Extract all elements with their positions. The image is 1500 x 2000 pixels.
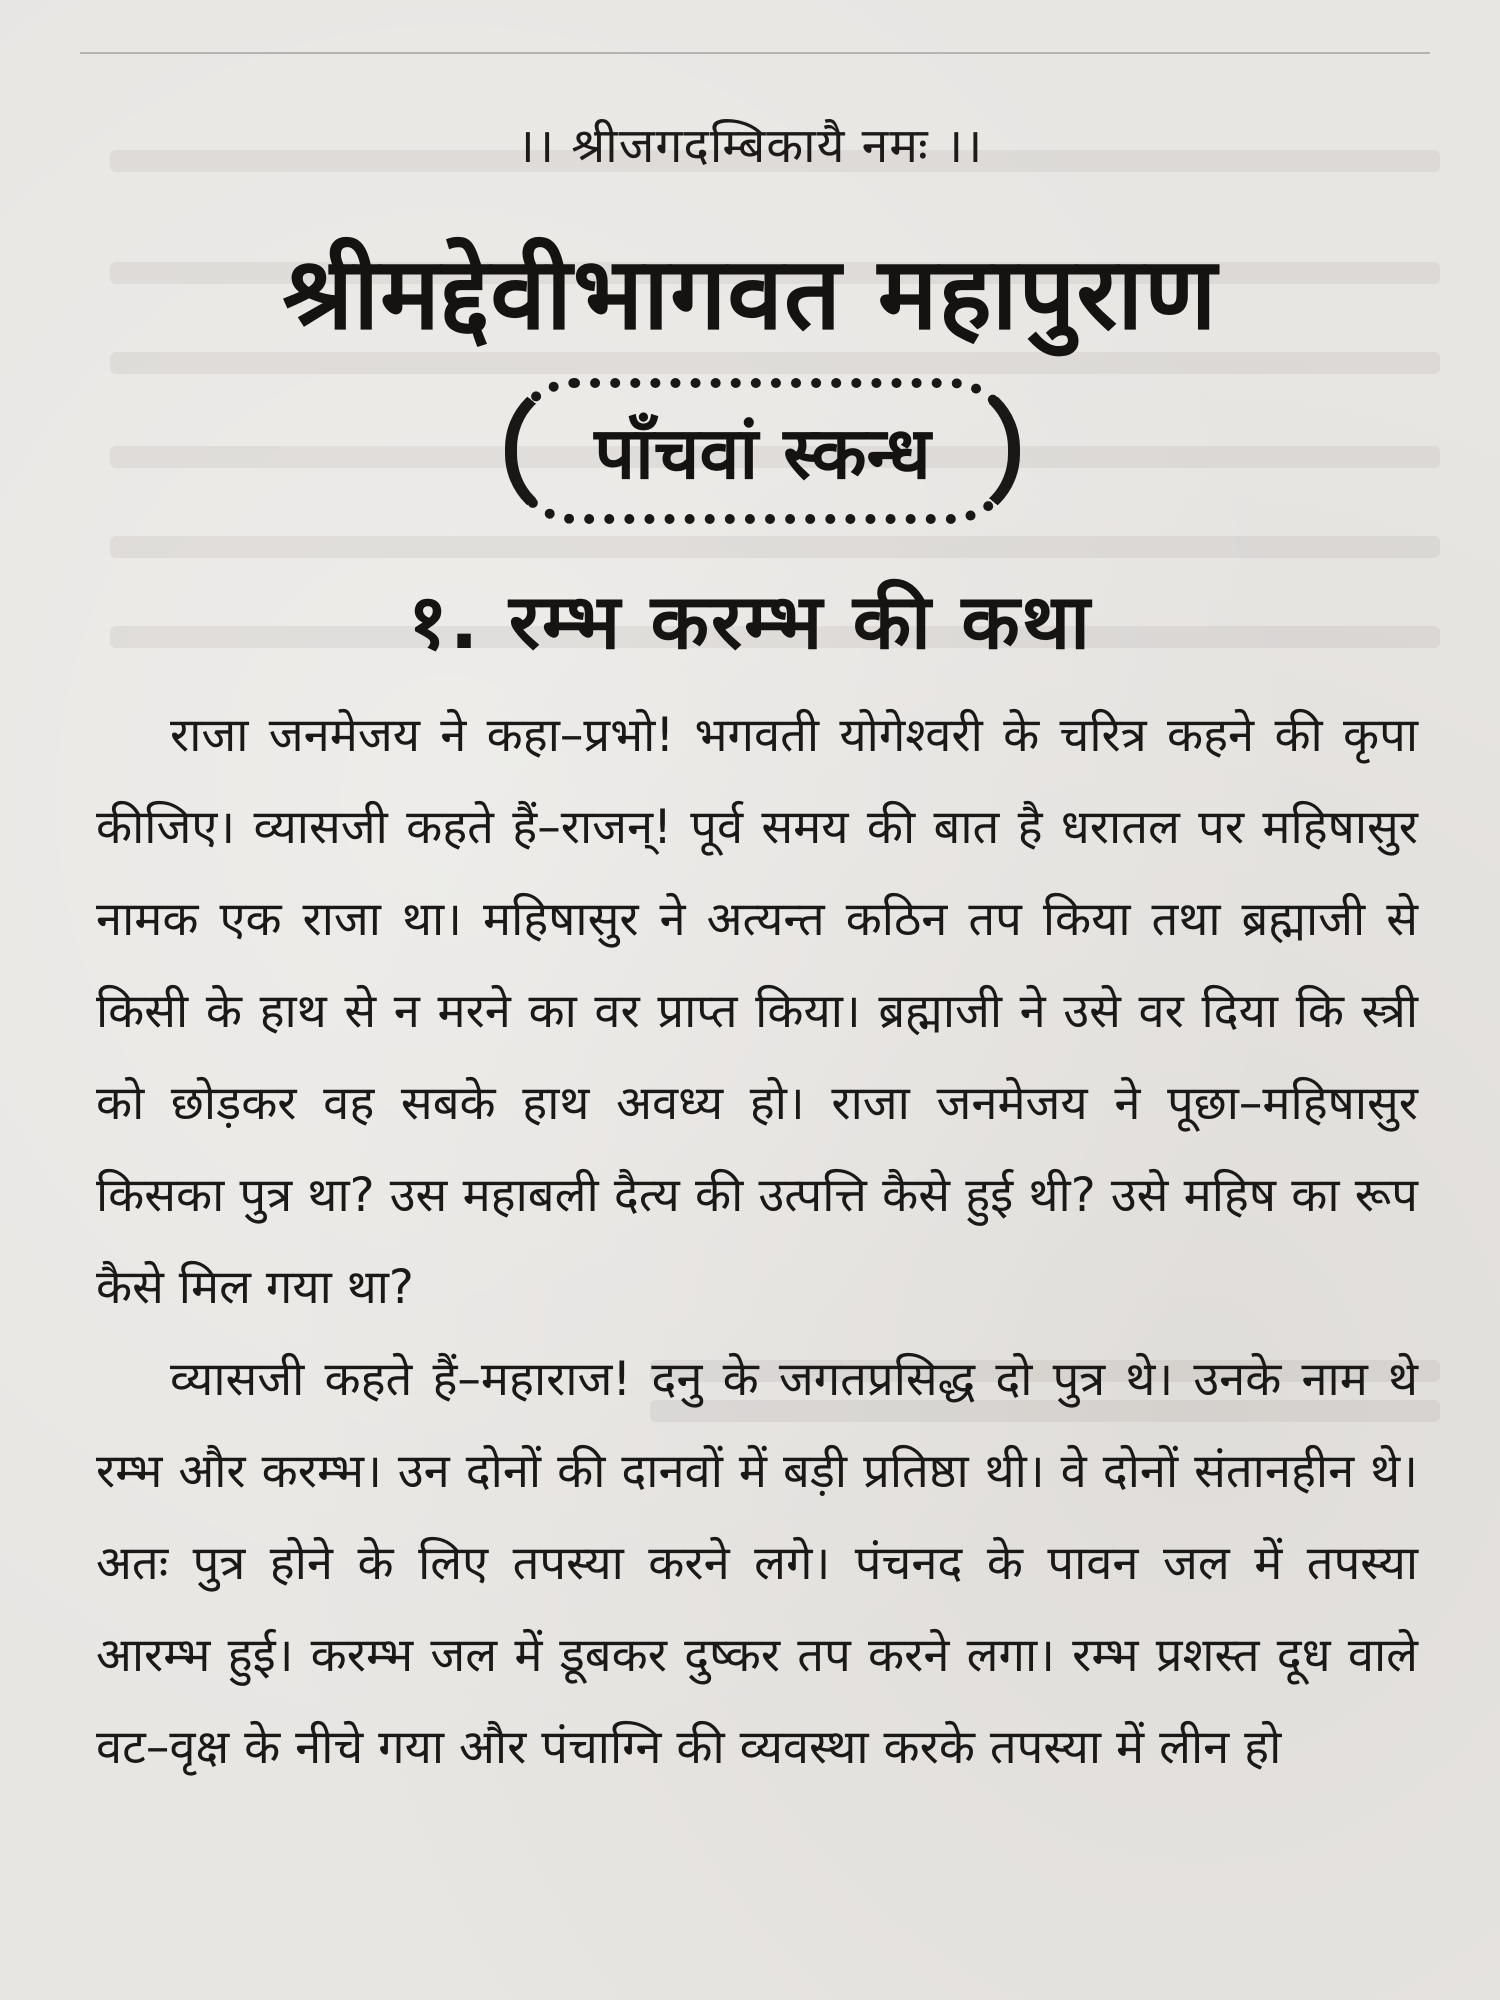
- running-header-rule: [80, 52, 1430, 54]
- chapter-heading: १. रम्भ करम्भ की कथा: [408, 577, 1092, 666]
- paragraph: राजा जनमेजय ने कहा–प्रभो! भगवती योगेश्वरी के चरित्र कहने की कृपा कीजिए। व्यासजी कहते हैं–राजन्! पूर्व समय की बात है धरातल पर महिषासुर नामक एक राजा था। महिषासुर ने अत्यन्त कठिन तप किया तथा ब्रह्माजी से किसी के हाथ से न मरने का वर प्राप्त किया। ब्रह्माजी ने उसे वर दिया कि स्त्री को छोड़कर वह सबके हाथ अवध्य हो। राजा जनमेजय ने पूछा–महिषासुर किसका पुत्र था? उस महाबली दैत्य की उत्पत्ति कैसे हुई थी? उसे महिष का रूप कैसे मिल गया था?: [96, 708, 1418, 1315]
- bleed-through-line: [110, 536, 1440, 558]
- skandha-frame: [505, 378, 1020, 524]
- body-text: [96, 690, 1418, 1794]
- paragraph: व्यासजी कहते हैं–महाराज! दनु के जगतप्रसिद्ध दो पुत्र थे। उनके नाम थे रम्भ और करम्भ। उन दोनों की दानवों में बड़ी प्रतिष्ठा थी। वे दोनों संतानहीन थे। अतः पुत्र होने के लिए तपस्या करने लगे। पंचनद के पावन जल में तपस्या आरम्भ हुई। करम्भ जल में डूबकर दुष्कर तप करने लगा। रम्भ प्रशस्त दूध वाले वट–वृक्ष के नीचे गया और पंचाग्नि की व्यवस्था करके तपस्या में लीन हो: [96, 1352, 1418, 1775]
- book-title: श्रीमद्देवीभागवत महापुराण: [282, 235, 1218, 352]
- invocation-line: ।। श्रीजगदम्बिकायै नमः ।।: [516, 118, 984, 174]
- skandha-label: पाँचवां स्कन्ध: [594, 411, 931, 495]
